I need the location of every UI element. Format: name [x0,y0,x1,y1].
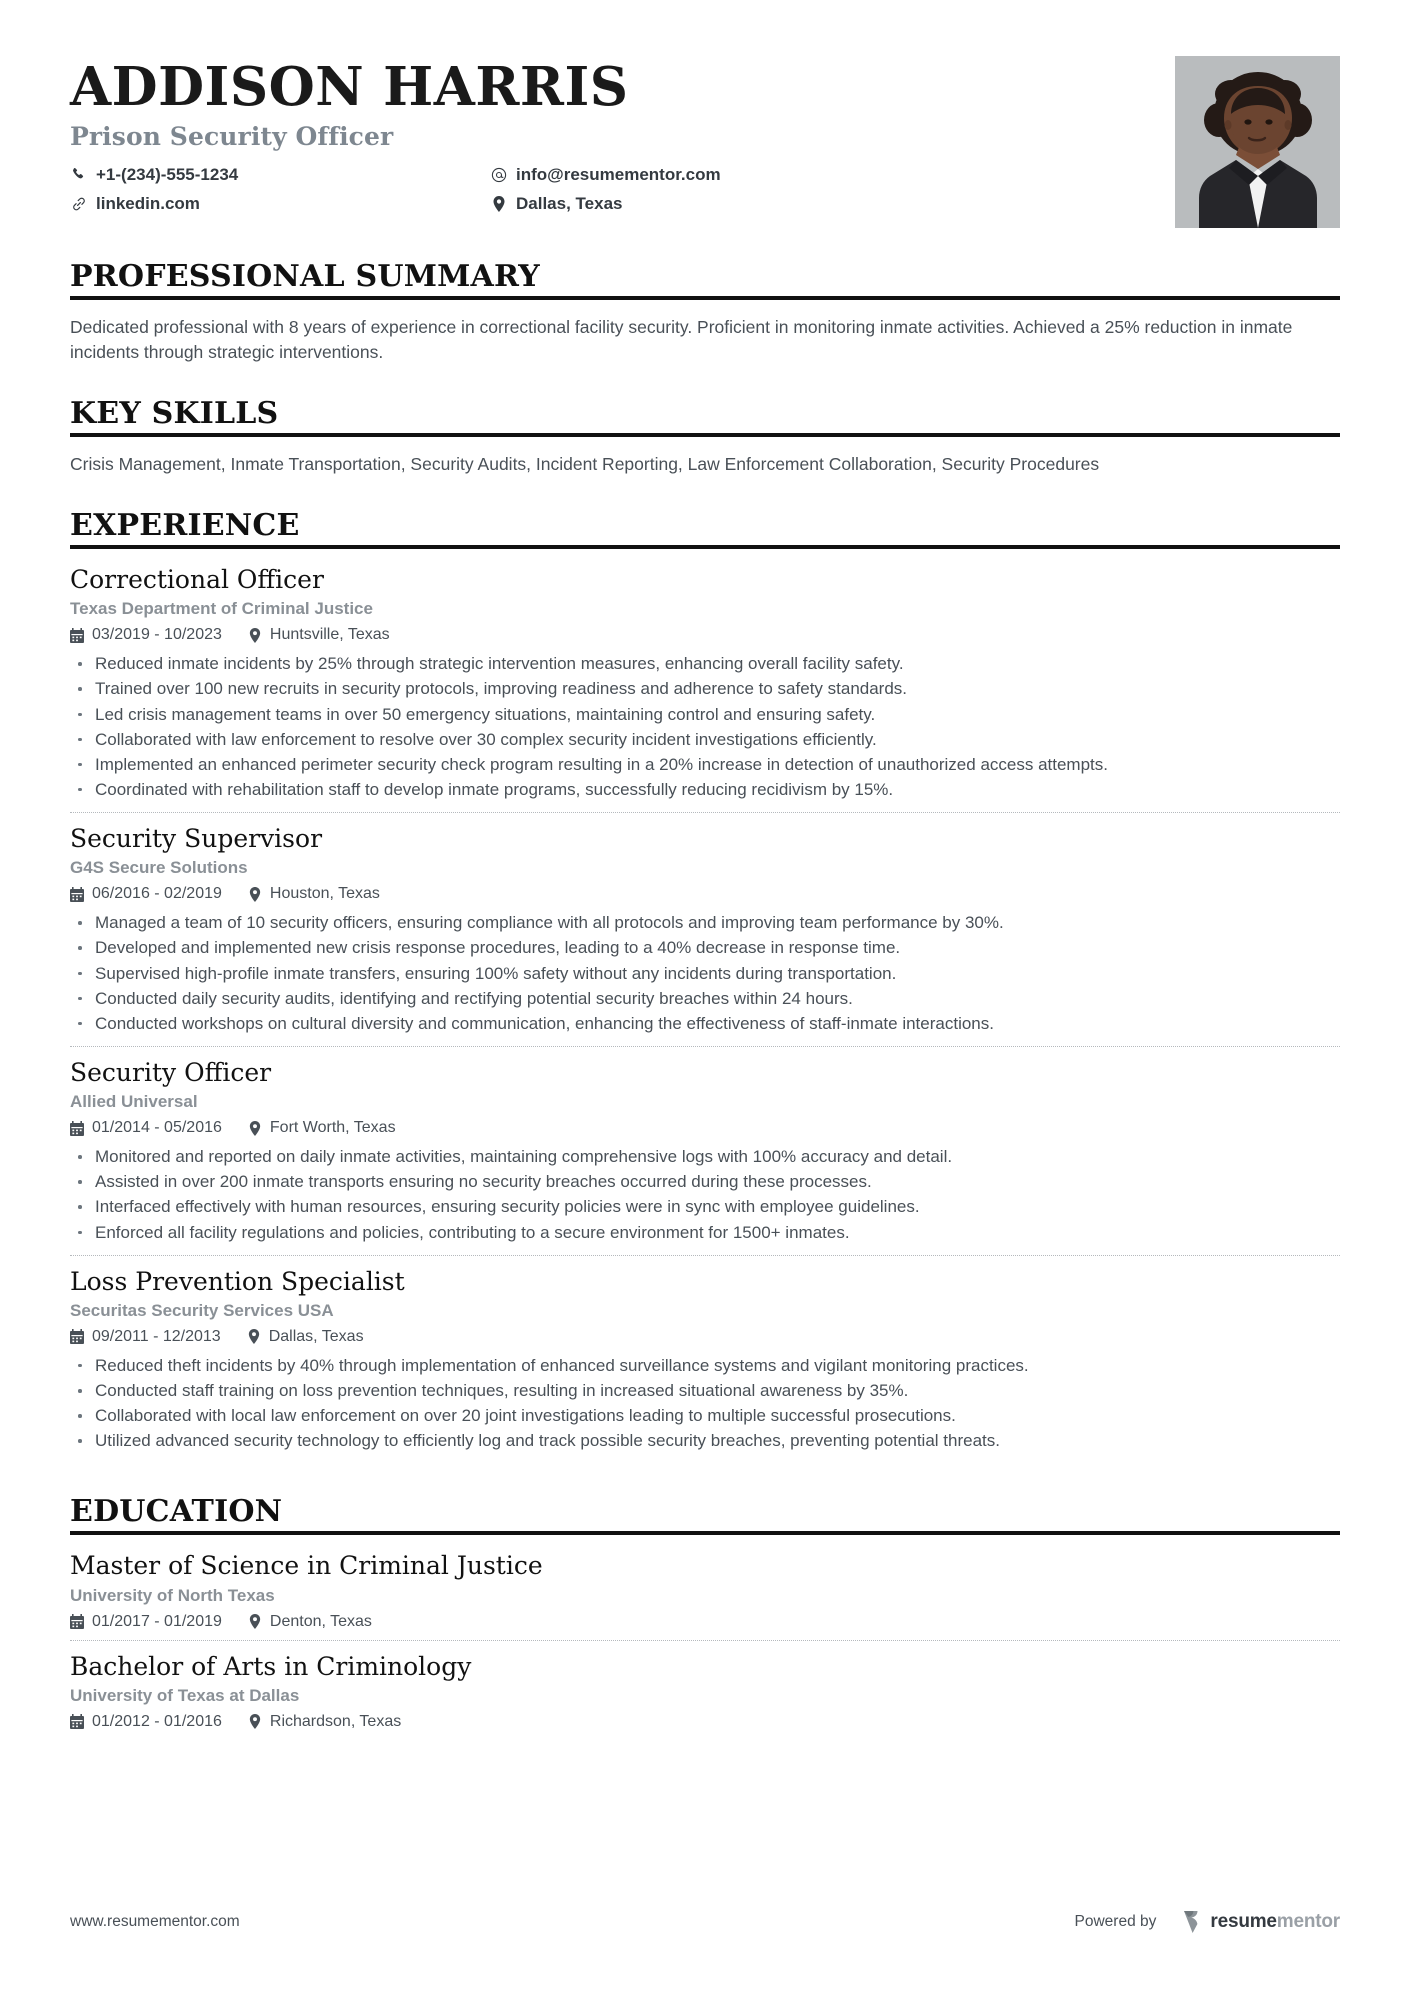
entry-dates [70,1613,222,1631]
entry-title: Master of Science in Criminal Justice [70,1551,543,1581]
entry-bullet: Utilized advanced security technology to efficiently log and track possible security breaches, preventing potential threats. [70,1429,1340,1453]
entry-dates [70,1713,222,1731]
entry-location [248,1713,401,1731]
entry-organization: Securitas Security Services USA [70,1300,334,1320]
entry-location [248,885,380,903]
entry-dates [70,1328,221,1346]
location-icon [248,628,262,643]
entry-bullet: Conducted workshops on cultural diversity and communication, enhancing the effectiveness of staff-inmate interactions. [70,1012,1340,1036]
entry-location-text: Richardson, Texas [269,1712,402,1730]
entry-location-text: Dallas, Texas [268,1327,364,1345]
entry-meta [70,626,1340,644]
contact-linkedin-text: linkedin.com [96,193,200,213]
entry-title: Bachelor of Arts in Criminology [70,1651,472,1681]
entry-dates [70,626,222,644]
section-title-summary: PROFESSIONAL SUMMARY [70,260,1340,300]
entry-bullet: Trained over 100 new recruits in security protocols, improving readiness and adherence to safety standards. [70,677,1340,701]
skills-text: Crisis Management, Inmate Transportation, Security Audits, Incident Reporting, Law Enforcement Collaboration, Security Procedures [70,454,1100,475]
entry-bullet: Monitored and reported on daily inmate activities, maintaining comprehensive logs with 100% accuracy and detail. [70,1145,1340,1169]
entry-dates [70,1119,222,1137]
experience-entry [70,1046,1340,1255]
entry-bullet: Led crisis management teams in over 50 emergency situations, maintaining control and ensuring safety. [70,703,1340,727]
entry-organization: University of Texas at Dallas [70,1685,300,1705]
entry-dates [70,885,222,903]
brand-bold-text: resume [1210,1911,1277,1932]
summary-body [70,315,1340,365]
entry-location-text: Houston, Texas [269,885,380,903]
education-list [70,1550,1340,1740]
section-title-education: EDUCATION [70,1495,1340,1535]
entry-organization: G4S Secure Solutions [70,858,248,878]
summary-text: Dedicated professional with 8 years of experience in correctional facility security. Proficient in monitoring inmate activities. Achieved a 25% reduction in inmate incidents through strategic interventions. [70,317,1293,363]
calendar-icon [70,1714,84,1729]
entry-bullet: Conducted daily security audits, identifying and rectifying potential security breaches within 24 hours. [70,987,1340,1011]
entry-meta [70,1713,1340,1731]
entry-dates-text: 01/2014 - 05/2016 [92,1119,222,1137]
calendar-icon [70,1329,84,1344]
entry-bullet: Reduced inmate incidents by 25% through strategic intervention measures, enhancing overall facility safety. [70,652,1340,676]
calendar-icon [70,628,84,643]
experience-entry [70,812,1340,1046]
candidate-name: ADDISON HARRIS [70,56,629,118]
entry-dates-text: 01/2017 - 01/2019 [92,1612,222,1630]
section-title-skills: KEY SKILLS [70,397,1340,437]
header-left [70,56,721,214]
entry-meta [70,1613,1340,1631]
entry-bullet: Implemented an enhanced perimeter security check program resulting in a 20% increase in detection of unauthorized access attempts. [70,753,1340,777]
entry-location [248,1613,372,1631]
entry-dates-text: 06/2016 - 02/2019 [92,885,222,903]
section-title-experience: EXPERIENCE [70,509,1340,549]
resumementor-logo [1184,1911,1340,1933]
avatar [1175,56,1340,228]
contact-email[interactable] [490,165,721,185]
entry-bullet: Conducted staff training on loss prevention techniques, resulting in increased situational awareness by 35%. [70,1379,1340,1403]
entry-bullet: Assisted in over 200 inmate transports ensuring no security breaches occurred during these processes. [70,1170,1340,1194]
avatar-illustration [1175,56,1340,228]
location-icon [248,887,262,902]
section-education [70,1495,1340,1740]
entry-title: Correctional Officer [70,565,324,595]
contact-phone[interactable] [70,165,490,185]
entry-bullet-list [70,1145,1340,1245]
entry-bullet-list [70,652,1340,802]
calendar-icon [70,1614,84,1629]
contact-phone-text: +1-(234)-555-1234 [96,164,239,184]
contact-linkedin[interactable] [70,194,490,214]
candidate-job-title: Prison Security Officer [70,121,394,151]
entry-dates-text: 03/2019 - 10/2023 [92,626,222,644]
contact-email-text: info@resumementor.com [516,164,721,184]
location-icon [248,1614,262,1629]
entry-location-text: Huntsville, Texas [269,626,390,644]
entry-location-text: Fort Worth, Texas [269,1119,396,1137]
page-footer [70,1911,1340,1933]
entry-location [248,626,390,644]
entry-bullet: Reduced theft incidents by 40% through implementation of enhanced surveillance systems and vigilant monitoring practices. [70,1354,1340,1378]
skills-body [70,452,1340,477]
footer-right [1075,1911,1340,1933]
entry-bullet: Developed and implemented new crisis response procedures, leading to a 40% decrease in response time. [70,936,1340,960]
phone-icon [70,166,87,183]
entry-organization: Texas Department of Criminal Justice [70,599,373,619]
section-key-skills [70,397,1340,477]
contact-grid [70,165,721,214]
section-experience [70,509,1340,1463]
calendar-icon [70,1121,84,1136]
entry-bullet: Managed a team of 10 security officers, ensuring compliance with all protocols and improving team performance by 30%. [70,911,1340,935]
entry-organization: University of North Texas [70,1585,275,1605]
entry-title: Loss Prevention Specialist [70,1266,405,1296]
entry-title: Security Officer [70,1057,272,1087]
entry-bullet-list [70,911,1340,1036]
brand-light-text: mentor [1276,1911,1340,1932]
entry-dates-text: 09/2011 - 12/2013 [92,1327,221,1345]
location-icon [248,1714,262,1729]
education-entry [70,1550,1340,1639]
entry-title: Security Supervisor [70,824,323,854]
education-entry [70,1640,1340,1740]
contact-location[interactable] [490,194,721,214]
entry-meta [70,1119,1340,1137]
location-icon [248,1121,262,1136]
link-icon [70,195,87,212]
email-icon [490,166,507,183]
entry-dates-text: 01/2012 - 01/2016 [92,1712,222,1730]
entry-organization: Allied Universal [70,1092,198,1112]
footer-url[interactable]: www.resumementor.com [70,1913,240,1930]
experience-entry [70,564,1340,812]
entry-location [247,1328,364,1346]
resume-header [70,56,1340,228]
entry-bullet: Enforced all facility regulations and policies, contributing to a secure environment for 1500+ inmates. [70,1221,1340,1245]
experience-list [70,564,1340,1463]
entry-location-text: Denton, Texas [269,1612,372,1630]
entry-bullet: Collaborated with local law enforcement on over 20 joint investigations leading to multiple successful prosecutions. [70,1404,1340,1428]
entry-bullet: Interfaced effectively with human resources, ensuring security policies were in sync with employee guidelines. [70,1195,1340,1219]
experience-entry [70,1255,1340,1464]
entry-bullet-list [70,1354,1340,1454]
entry-location [248,1119,396,1137]
resumementor-wordmark [1210,1911,1340,1933]
powered-by-label: Powered by [1074,1913,1157,1930]
entry-bullet: Supervised high-profile inmate transfers, ensuring 100% safety without any incidents during transportation. [70,962,1340,986]
contact-location-text: Dallas, Texas [516,193,623,213]
entry-bullet: Coordinated with rehabilitation staff to develop inmate programs, successfully reducing recidivism by 15%. [70,778,1340,802]
calendar-icon [70,887,84,902]
location-icon [490,195,507,212]
location-icon [247,1329,261,1344]
entry-bullet: Collaborated with law enforcement to resolve over 30 complex security incident investigations efficiently. [70,728,1340,752]
resumementor-mark-icon [1184,1911,1203,1933]
section-professional-summary [70,260,1340,365]
entry-meta [70,885,1340,903]
entry-meta [70,1328,1340,1346]
